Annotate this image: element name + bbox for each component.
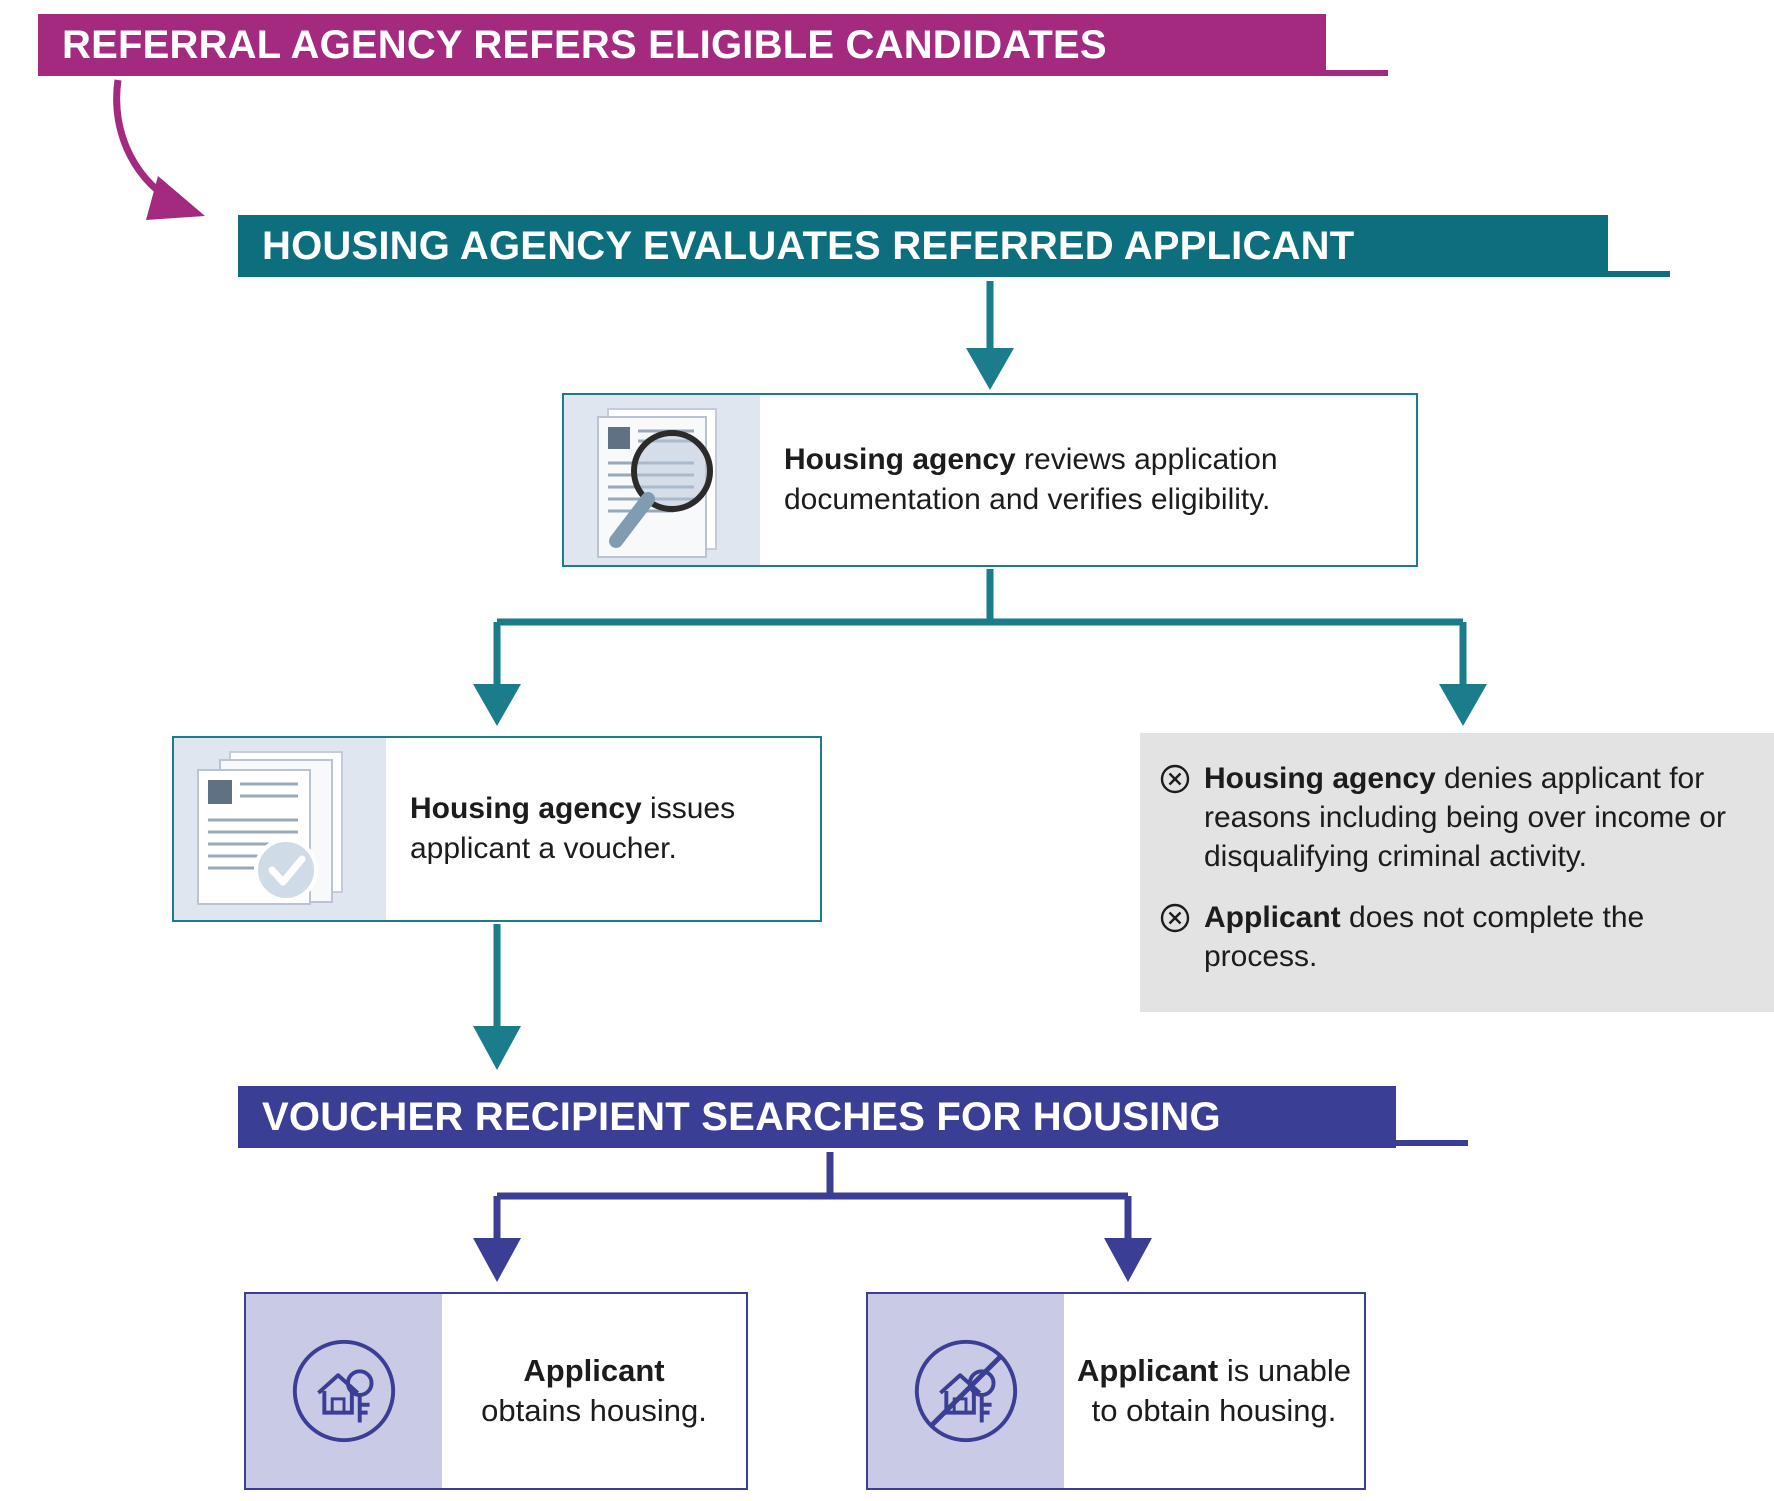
step-voucher-issue-rest: issues applicant a voucher.: [410, 792, 736, 865]
house-key-icon: [246, 1294, 442, 1488]
document-magnifier-icon: [564, 395, 760, 565]
step-review-rest: reviews application documentation and verifies eligibility.: [784, 443, 1278, 516]
arrow-housing-to-review: [966, 281, 1014, 390]
arrow-voucher-split: [473, 1152, 1152, 1282]
banner-housing-agency: [238, 215, 1608, 277]
banner-housing-label: HOUSING AGENCY EVALUATES REFERRED APPLICANT: [262, 223, 1355, 268]
banner-housing-rule: [1608, 271, 1670, 277]
banner-voucher-recipient: [238, 1086, 1396, 1148]
denial-item: [1160, 759, 1748, 876]
circle-x-icon: [1160, 903, 1190, 933]
outcome-unable-rest: is unable to obtain housing.: [1091, 1352, 1351, 1428]
circle-x-icon: [1160, 764, 1190, 794]
outcome-obtains-housing-box: [244, 1292, 748, 1490]
denial-reasons-panel: [1140, 733, 1774, 1012]
outcome-unable-box: [866, 1292, 1366, 1490]
step-review-box: [562, 393, 1418, 567]
denial-strong: Applicant: [1204, 901, 1341, 934]
outcome-obtains-strong: Applicant: [523, 1352, 665, 1388]
outcome-unable-strong: Applicant: [1077, 1352, 1219, 1388]
arrow-voucher-to-banner: [473, 924, 521, 1070]
step-review-strong: Housing agency: [784, 443, 1016, 477]
outcome-obtains-rest: obtains housing.: [481, 1393, 707, 1428]
banner-voucher-label: VOUCHER RECIPIENT SEARCHES FOR HOUSING: [262, 1094, 1221, 1139]
document-check-icon: [174, 738, 386, 920]
step-voucher-issue-text: [386, 789, 820, 868]
arrow-referral-to-housing: [117, 80, 205, 220]
arrow-review-split: [473, 569, 1487, 726]
banner-referral-label: REFERRAL AGENCY REFERS ELIGIBLE CANDIDATES: [62, 22, 1107, 67]
denial-item: [1160, 898, 1748, 976]
denial-text: [1204, 898, 1748, 976]
banner-voucher-rule: [1396, 1140, 1468, 1146]
denial-strong: Housing agency: [1204, 762, 1436, 795]
house-key-prohibited-icon: [868, 1294, 1064, 1488]
step-voucher-issue-box: [172, 736, 822, 922]
outcome-obtains-text: [442, 1351, 746, 1432]
step-voucher-issue-strong: Housing agency: [410, 792, 642, 826]
denial-rest: denies applicant for reasons including being over income or disqualifying criminal activity.: [1204, 762, 1726, 873]
denial-rest: does not complete the process.: [1204, 901, 1645, 973]
step-review-text: [760, 440, 1416, 519]
banner-referral-agency: [38, 14, 1326, 76]
denial-text: [1204, 759, 1748, 876]
outcome-unable-text: [1064, 1351, 1364, 1432]
banner-referral-rule: [1326, 70, 1388, 76]
